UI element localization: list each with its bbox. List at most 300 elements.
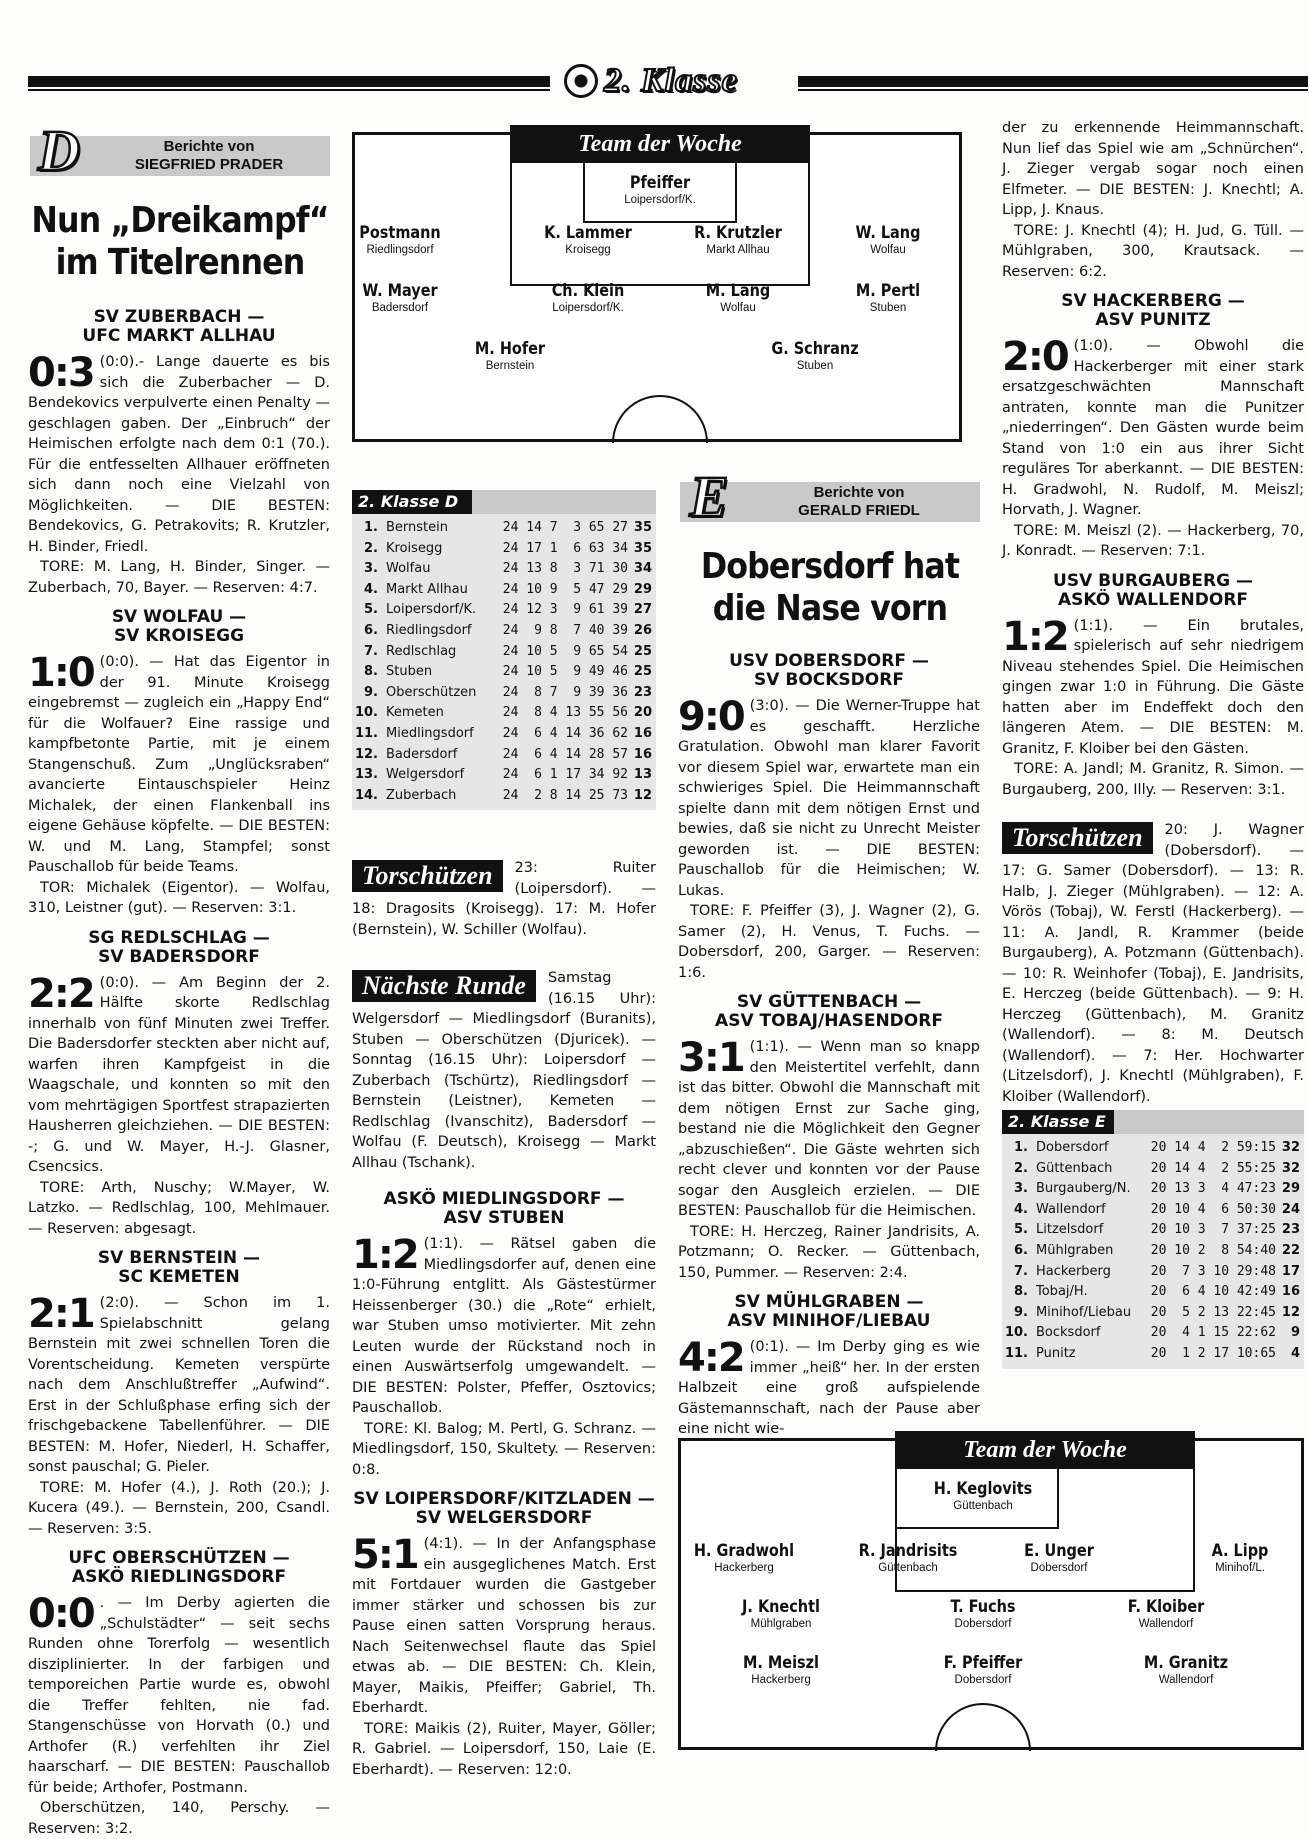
match-score: 5:1 bbox=[352, 1532, 418, 1578]
player-name: G. Schranz bbox=[771, 339, 859, 359]
match-text: (1:0). — Obwohl die Hackerberger mit einer stark ersatzgeschwächten Mannschaft antraten, konnte man die Punitzer „niederringen“. Den Gästen wurde beim Stand von 1:0 ein aus ihrer Sicht reguläres Tor aberkannt. — DIE BESTEN: H. Gradwohl, N. Rudolf, M. Meiszl; Horvath, J. Wagner. bbox=[1002, 338, 1304, 518]
match-heading bbox=[1002, 292, 1304, 330]
naechste-runde bbox=[352, 968, 656, 1173]
table-row bbox=[352, 580, 656, 601]
match-text: (0:0).- Lange dauerte es bis sich die Zuberbacher — D. Bendekovics verpulverte einen Penalty — geschlagen gaben. Der „Einbruch“ der Heimischen erfolgte nach dem 0:1 (70.). Für die entfesselten Allhauer eröffneten sich dann noch eine Vielzahl von Möglichkeiten. — DIE BESTEN: Bendekovics, G. Petrakovits; R. Krutzler, H. Binder, Friedl. bbox=[28, 354, 330, 555]
match-goals: Oberschützen, 140, Perschy. — Reserven: 3:2. bbox=[28, 1800, 330, 1837]
home-team: ASKÖ MIEDLINGSDORF — bbox=[383, 1189, 625, 1209]
table-row bbox=[1002, 1220, 1304, 1241]
player-club: Kroisegg bbox=[565, 244, 611, 256]
column-2 bbox=[352, 1180, 656, 1780]
player bbox=[430, 339, 590, 373]
player-name: W. Lang bbox=[855, 223, 921, 243]
player bbox=[701, 1653, 861, 1687]
match-heading bbox=[28, 308, 330, 346]
points: 35 bbox=[633, 520, 652, 535]
table-row bbox=[1002, 1138, 1304, 1159]
away-team: SV BOCKSDORF bbox=[754, 670, 904, 690]
torschuetzen-badge: Torschützen bbox=[1002, 822, 1153, 854]
match-goals: TORE: M. Meiszl (2). — Hackerberg, 70, J. Konradt. — Reserven: 7:1. bbox=[1002, 522, 1304, 559]
home-team: USV BURGAUBERG — bbox=[1053, 570, 1253, 591]
player-club: Mühlgraben bbox=[750, 1618, 812, 1630]
table-row bbox=[352, 703, 656, 724]
rank: 3. bbox=[1014, 1181, 1028, 1197]
home-team: SV LOIPERSDORF/KITZLADEN — bbox=[353, 1489, 655, 1509]
byline-author: SIEGFRIED PRADER bbox=[134, 156, 284, 173]
match-score: 0:3 bbox=[28, 350, 94, 396]
table-row bbox=[1002, 1344, 1304, 1365]
table-2-klasse-d bbox=[352, 490, 656, 810]
match-score: 9:0 bbox=[678, 694, 744, 740]
match-score: 1:2 bbox=[352, 1232, 418, 1278]
player-club: Loipersdorf/K. bbox=[552, 302, 624, 314]
player bbox=[508, 281, 668, 315]
soccer-ball-icon bbox=[564, 64, 598, 98]
table-row bbox=[352, 745, 656, 766]
home-team: SV HACKERBERG — bbox=[1061, 291, 1245, 311]
match-report bbox=[352, 1190, 656, 1480]
rank: 8. bbox=[1014, 1284, 1028, 1300]
rank: 11. bbox=[354, 725, 378, 741]
points: 20 bbox=[633, 705, 652, 721]
team-name: Markt Allhau bbox=[386, 581, 468, 597]
player-club: Wallendorf bbox=[1158, 1674, 1214, 1686]
table-row bbox=[1002, 1282, 1304, 1303]
player-name: M. Hofer bbox=[474, 339, 546, 359]
team-name: Stuben bbox=[386, 664, 433, 680]
points: 29 bbox=[633, 581, 652, 597]
team-name: Bernstein bbox=[386, 520, 448, 535]
away-team: ASV TOBAJ/HASENDORF bbox=[715, 1011, 943, 1031]
player bbox=[903, 1479, 1063, 1513]
team-name: Zuberbach bbox=[386, 787, 457, 803]
rank: 12. bbox=[354, 746, 378, 762]
points: 16 bbox=[633, 725, 652, 741]
table-title: 2. Klasse D bbox=[352, 490, 472, 514]
section-title: 2. Klasse bbox=[558, 62, 744, 100]
player-club: Hackerberg bbox=[751, 1674, 811, 1686]
player-club: Güttenbach bbox=[878, 1562, 938, 1574]
player bbox=[320, 281, 480, 315]
points: 12 bbox=[633, 787, 652, 803]
match-score: 1:0 bbox=[28, 650, 94, 696]
match-heading bbox=[28, 608, 330, 646]
team-name: Badersdorf bbox=[386, 746, 458, 762]
table-row bbox=[1002, 1179, 1304, 1200]
player-name: M. Lang bbox=[705, 281, 771, 301]
team-name: Oberschützen bbox=[386, 684, 477, 700]
points: 4 bbox=[1290, 1345, 1300, 1361]
player-club: Güttenbach bbox=[953, 1500, 1013, 1512]
away-team: ASKÖ WALLENDORF bbox=[1057, 589, 1249, 610]
points: 23 bbox=[633, 684, 652, 700]
table-row bbox=[1002, 1262, 1304, 1283]
player bbox=[320, 223, 480, 257]
match-score: 2:1 bbox=[28, 1291, 94, 1337]
player-name: Postmann bbox=[359, 223, 441, 243]
team-stats: 20 13 3 4 47:23 bbox=[1150, 1181, 1276, 1197]
team-stats: 20 7 3 10 29:48 bbox=[1150, 1263, 1276, 1279]
player-club: Dobersdorf bbox=[954, 1674, 1012, 1686]
team-stats: 24 10 5 9 49 46 bbox=[502, 664, 628, 680]
team-stats: 24 14 7 3 65 27 bbox=[502, 520, 628, 535]
section-d-byline bbox=[30, 117, 330, 183]
points: 24 bbox=[1281, 1201, 1300, 1217]
match-text: (0:1). — Im Derby ging es wie immer „heiß“ her. In der ersten Halbzeit eine groß aufspielende Gästemannschaft, nach der Pause aber eine nicht wie- bbox=[678, 1339, 980, 1437]
table-row bbox=[352, 600, 656, 621]
match-report bbox=[678, 993, 980, 1283]
player-name: K. Lammer bbox=[544, 223, 632, 243]
home-team: SV MÜHLGRABEN — bbox=[734, 1292, 924, 1312]
team-stats: 24 13 8 3 71 30 bbox=[502, 561, 628, 577]
match-goals: TORE: M. Hofer (4.), J. Roth (20.); J. Kucera (49.). — Bernstein, 200, Csandl. — Reserven: 3:5. bbox=[28, 1479, 330, 1537]
player bbox=[735, 339, 895, 373]
team-stats: 24 6 4 14 28 57 bbox=[502, 746, 628, 762]
rank: 14. bbox=[354, 787, 378, 803]
naechste-runde-text: Samstag (16.15 Uhr): Welgersdorf — Miedlingsdorf (Buranits), Stuben — Oberschützen (Djuricek). — Sonntag (16.15 Uhr): Loipersdorf — Zuberbach (Tschürtz), Riedlingsdorf — Bernstein (Leistner), Kemeten — Redlschlag (Ivanschitz), Badersdorf — Wolfau (F. Deutsch), Kroisegg — Markt Allhau (Tschank). bbox=[352, 970, 656, 1171]
headline-d: Nun „Dreikampf“ im Titelrennen bbox=[31, 200, 329, 283]
team-title: Team der Woche bbox=[895, 1431, 1195, 1469]
team-stats: 24 17 1 6 63 34 bbox=[502, 540, 628, 556]
team-stats: 20 14 4 2 55:25 bbox=[1150, 1160, 1276, 1176]
match-goals: TORE: Arth, Nuschy; W.Mayer, W. Latzko. — Redlschlag, 100, Mehlmauer. — Reserven: abgesagt. bbox=[28, 1179, 330, 1237]
match-heading bbox=[352, 1190, 656, 1228]
column-1 bbox=[28, 298, 330, 1839]
away-team: ASV PUNITZ bbox=[1095, 310, 1211, 330]
player-club: Dobersdorf bbox=[1030, 1562, 1088, 1574]
match-text: (1:1). — Ein brutales, spielerisch auf sehr niedrigem Niveau stehendes Spiel. Die Heimischen gingen zwar 1:0 in Führung. Die Gäste hatten aber im Endeffekt doch den längeren Atem. — DIE BESTEN: M. Granitz, F. Kloiber bei den Gästen. bbox=[1002, 617, 1304, 757]
rank: 8. bbox=[364, 664, 378, 680]
table-row bbox=[1002, 1200, 1304, 1221]
team-name: Wolfau bbox=[386, 561, 431, 577]
team-name: Bocksdorf bbox=[1036, 1325, 1101, 1341]
player-name: F. Pfeiffer bbox=[943, 1653, 1023, 1673]
team-der-woche-d bbox=[352, 132, 962, 442]
home-team: SV WOLFAU — bbox=[111, 607, 247, 627]
player bbox=[508, 223, 668, 257]
match-heading bbox=[28, 1249, 330, 1287]
match-goals: TORE: F. Pfeiffer (3), J. Wagner (2), G. Samer (2), H. Venus, T. Fuchs. — Dobersdorf, 200, Garger. — Reserven: 1:6. bbox=[678, 903, 980, 981]
column-4 bbox=[1002, 118, 1304, 800]
player-club: Dobersdorf bbox=[954, 1618, 1012, 1630]
byline-label: Berichte von bbox=[163, 138, 255, 155]
torschuetzen-text: 20: J. Wagner (Dobersdorf). — 17: G. Samer (Dobersdorf). — 13: R. Halb, J. Zieger (Mühlgraben). — 12: A. Vörös (Tobaj), W. Ferstl (Hackerberg). — 11: A. Jandl, R. Krammer (beide Burgauberg), A. Potzmann (Güttenbach). — 10: R. Weinhofer (Tobaj), E. Jandrisits, E. Herczeg (beide Güttenbach). — 9: H. Herczeg (Güttenbach), M. Granitz (Wallendorf). — 8: M. Deutsch (Wallendorf). — 7: Her. Hochwarter (Litzelsdorf), J. Knechtl (Mühlgraben), F. Kloiber (Wallendorf). bbox=[1002, 822, 1304, 1105]
match-report bbox=[28, 1249, 330, 1539]
table-row bbox=[1002, 1159, 1304, 1180]
player-club: Badersdorf bbox=[371, 302, 429, 314]
table-row bbox=[352, 683, 656, 704]
points: 25 bbox=[633, 643, 652, 659]
player-name: M. Granitz bbox=[1143, 1653, 1229, 1673]
naechste-runde-badge: Nächste Runde bbox=[352, 970, 536, 1002]
points: 22 bbox=[1281, 1242, 1300, 1258]
team-stats: 20 10 2 8 54:40 bbox=[1150, 1242, 1276, 1258]
home-team: UFC OBERSCHÜTZEN — bbox=[68, 1548, 290, 1568]
points: 12 bbox=[1281, 1304, 1300, 1320]
player-club: Loipersdorf/K. bbox=[624, 194, 696, 206]
points: 35 bbox=[633, 540, 652, 556]
match-goals: TORE: Kl. Balog; M. Pertl, G. Schranz. — Miedlingsdorf, 150, Skultety. — Reserven: 0:8. bbox=[352, 1420, 656, 1478]
away-team: SV KROISEGG bbox=[113, 626, 245, 646]
team-stats: 24 8 7 9 39 36 bbox=[502, 684, 628, 700]
match-report bbox=[28, 308, 330, 598]
team-name: Kroisegg bbox=[386, 540, 443, 556]
player-name: F. Kloiber bbox=[1127, 1597, 1205, 1617]
team-name: Litzelsdorf bbox=[1036, 1222, 1104, 1238]
match-text: (2:0). — Schon im 1. Spielabschnitt gelang Bernstein mit zwei schnellen Toren die Vorentscheidung. Kemeten verspürte nach dem Anschlußtreffer „Aufwind“. Erst in der Schlußphase erfing sich der frischgebackene Tabellenführer. — DIE BESTEN: M. Hofer, Niederl, H. Schaffer, sonst pauschal; G. Pieler. bbox=[28, 1295, 330, 1475]
match-report bbox=[28, 608, 330, 919]
team-stats: 24 12 3 9 61 39 bbox=[502, 602, 628, 618]
match-text: (0:0). — Am Beginn der 2. Hälfte skorte Redlschlag innerhalb von fünf Minuten zwei Treffer. Die Badersdorfer steckten aber nicht auf, warfen ihren Kampfgeist in die Waagschale, und konnten so mit den vom mehrtägigen Sportfest strapazierten Hausherren gleichziehen. — DIE BESTEN: -; G. und W. Mayer, H.-J. Glasner, Csencsics. bbox=[28, 974, 330, 1175]
player-name: J. Knechtl bbox=[742, 1597, 820, 1617]
team-stats: 20 10 3 7 37:25 bbox=[1150, 1222, 1276, 1238]
team-name: Minihof/Liebau bbox=[1036, 1304, 1132, 1320]
team-stats: 20 1 2 17 10:65 bbox=[1150, 1345, 1276, 1361]
away-team: ASKÖ RIEDLINGSDORF bbox=[71, 1567, 287, 1587]
rank: 1. bbox=[364, 520, 378, 535]
team-stats: 20 4 1 15 22:62 bbox=[1150, 1325, 1276, 1341]
match-heading bbox=[28, 929, 330, 967]
points: 25 bbox=[633, 664, 652, 680]
team-stats: 24 2 8 14 25 73 bbox=[502, 787, 628, 803]
player bbox=[903, 1653, 1063, 1687]
match-score: 4:2 bbox=[678, 1335, 744, 1381]
match-heading bbox=[1002, 572, 1304, 610]
player-name: Pfeiffer bbox=[629, 173, 691, 193]
player bbox=[1160, 1541, 1309, 1575]
player-club: Hackerberg bbox=[714, 1562, 774, 1574]
team-stats: 20 6 4 10 42:49 bbox=[1150, 1284, 1276, 1300]
table-row bbox=[1002, 1323, 1304, 1344]
table-title: 2. Klasse E bbox=[1002, 1110, 1114, 1134]
match-heading bbox=[678, 652, 980, 690]
match-score: 0:0 bbox=[28, 1591, 94, 1637]
points: 32 bbox=[1281, 1160, 1300, 1176]
table-row bbox=[1002, 1241, 1304, 1262]
player bbox=[1106, 1653, 1266, 1687]
player-club: Wallendorf bbox=[1138, 1618, 1194, 1630]
team-name: Punitz bbox=[1036, 1345, 1076, 1361]
player-name: R. Jandrisits bbox=[858, 1541, 958, 1561]
points: 29 bbox=[1281, 1181, 1300, 1197]
match-report bbox=[678, 652, 980, 983]
team-stats: 24 6 4 14 36 62 bbox=[502, 725, 628, 741]
rank: 9. bbox=[1014, 1304, 1028, 1320]
section-e-byline bbox=[680, 463, 980, 529]
away-team: SC KEMETEN bbox=[118, 1267, 240, 1287]
player bbox=[658, 223, 818, 257]
away-team: SV WELGERSDORF bbox=[415, 1508, 593, 1528]
player-name: Ch. Klein bbox=[551, 281, 625, 301]
points: 16 bbox=[633, 746, 652, 762]
match-heading bbox=[678, 1293, 980, 1331]
match-text: (3:0). — Die Werner-Truppe hat es geschafft. Herzliche Gratulation. Obwohl man klarer Favorit vor diesem Spiel war, erwartete man ein schwieriges Spiel. Die Heimmannschaft spielte dann mit dem nötigen Ernst und bewies, daß sie nicht zu Unrecht Meister geworden ist. — DIE BESTEN: Pauschallob für die Heimischen; W. Lukas. bbox=[678, 698, 980, 899]
team-stats: 24 9 8 7 40 39 bbox=[502, 622, 628, 638]
table-row bbox=[352, 518, 656, 539]
section-header bbox=[28, 62, 1308, 99]
team-name: Mühlgraben bbox=[1036, 1242, 1114, 1258]
torschuetzen-badge: Torschützen bbox=[352, 860, 503, 892]
team-stats: 20 14 4 2 59:15 bbox=[1150, 1140, 1276, 1155]
match-score: 2:2 bbox=[28, 970, 94, 1017]
player-club: Markt Allhau bbox=[706, 244, 770, 256]
home-team: SV BERNSTEIN — bbox=[97, 1248, 261, 1268]
table-row bbox=[352, 559, 656, 580]
home-team: SG REDLSCHLAG — bbox=[88, 927, 270, 948]
match-report bbox=[1002, 292, 1304, 562]
player-name: T. Fuchs bbox=[950, 1597, 1016, 1617]
match-report bbox=[1002, 572, 1304, 801]
team-stats: 24 6 1 17 34 92 bbox=[502, 767, 628, 783]
rank: 1. bbox=[1014, 1140, 1028, 1155]
player bbox=[808, 223, 968, 257]
points: 27 bbox=[633, 602, 652, 618]
team-stats: 20 10 4 6 50:30 bbox=[1150, 1201, 1276, 1217]
player bbox=[580, 173, 740, 207]
match-goals: TORE: H. Herczeg, Rainer Jandrisits, A. Potzmann; O. Recker. — Güttenbach, 150, Pummer. — Reserven: 2:4. bbox=[678, 1223, 980, 1281]
player-name: A. Lipp bbox=[1211, 1541, 1269, 1561]
match-heading bbox=[678, 993, 980, 1031]
team-name: Kemeten bbox=[386, 705, 444, 721]
team-name: Tobaj/H. bbox=[1036, 1284, 1088, 1300]
player-club: Stuben bbox=[869, 302, 907, 314]
table-row bbox=[352, 786, 656, 807]
player-club: Bernstein bbox=[485, 360, 535, 372]
match-goals: TORE: A. Jandl; M. Granitz, R. Simon. — Burgauberg, 200, Illy. — Reserven: 3:1. bbox=[1002, 761, 1304, 798]
player bbox=[979, 1541, 1139, 1575]
team-name: Miedlingsdorf bbox=[386, 725, 474, 741]
team-title: Team der Woche bbox=[510, 125, 810, 163]
points: 23 bbox=[1281, 1222, 1300, 1238]
points: 34 bbox=[633, 561, 652, 577]
player-name: H. Gradwohl bbox=[693, 1541, 795, 1561]
team-name: Burgauberg/N. bbox=[1036, 1181, 1131, 1197]
match-text: (1:1). — Wenn man so knapp den Meistertitel verfehlt, dann ist das bitter. Obwohl die Mannschaft mit dem nötigen Ernst zur Sache ging, bestand nie die Möglichkeit den Gegner „abzuschießen“. Die Gäste wehrten sich recht clever und konnten vor der Pause sogar den Ausgleich erzielen. — DIE BESTEN: Pauschallob für die Heimischen. bbox=[678, 1039, 980, 1219]
player-club: Stuben bbox=[796, 360, 834, 372]
table-row bbox=[352, 621, 656, 642]
table-row bbox=[352, 724, 656, 745]
rank: 2. bbox=[364, 540, 378, 556]
player bbox=[658, 281, 818, 315]
rank: 6. bbox=[364, 622, 378, 638]
team-name: Redlschlag bbox=[386, 643, 457, 659]
player-club: Wolfau bbox=[870, 244, 906, 256]
away-team: ASV STUBEN bbox=[443, 1208, 565, 1228]
points: 16 bbox=[1281, 1284, 1300, 1300]
match-report bbox=[28, 929, 330, 1240]
player bbox=[1086, 1597, 1246, 1631]
rank: 10. bbox=[354, 705, 378, 721]
player-club: Wolfau bbox=[720, 302, 756, 314]
match-report bbox=[678, 1293, 980, 1440]
home-team: SV GÜTTENBACH — bbox=[736, 992, 922, 1012]
rank: 4. bbox=[1014, 1201, 1028, 1217]
team-name: Riedlingsdorf bbox=[386, 622, 472, 638]
player-name: W. Mayer bbox=[362, 281, 438, 301]
rank: 3. bbox=[364, 561, 378, 577]
player bbox=[701, 1597, 861, 1631]
team-name: Hackerberg bbox=[1036, 1263, 1111, 1279]
points: 13 bbox=[633, 767, 652, 783]
continued-text: der zu erkennende Heimmannschaft. Nun lief das Spiel wie am „Schnürchen“. J. Zieger vergab sogar noch einen Elfmeter. — DIE BESTEN: J. Knechtl; A. Lipp, J. Knaus. bbox=[1002, 120, 1304, 218]
rank: 5. bbox=[364, 602, 378, 618]
team-name: Güttenbach bbox=[1036, 1160, 1113, 1176]
match-goals: TOR: Michalek (Eigentor). — Wolfau, 310, Leistner (gut). — Reserven: 3:1. bbox=[28, 879, 330, 916]
table-row bbox=[352, 662, 656, 683]
player-name: R. Krutzler bbox=[694, 223, 782, 243]
points: 17 bbox=[1281, 1263, 1300, 1279]
rank: 13. bbox=[354, 767, 378, 783]
away-team: UFC MARKT ALLHAU bbox=[82, 326, 276, 346]
team-stats: 24 10 9 5 47 29 bbox=[502, 581, 628, 597]
match-heading bbox=[352, 1490, 656, 1528]
match-score: 2:0 bbox=[1002, 334, 1068, 380]
team-stats: 20 5 2 13 22:45 bbox=[1150, 1304, 1276, 1320]
table-row bbox=[352, 765, 656, 786]
byline-author: GERALD FRIEDL bbox=[798, 502, 920, 519]
match-text: (1:1). — Rätsel gaben die Miedlingsdorfer auf, denen eine 1:0-Führung entglitt. Als Gästestürmer Heissenberger (30.) die „Rote“ erhielt, war Stuben umso motivierter. Mit zehn Leuten wurde der Rückstand noch in einen Auswärtserfolg umgewandelt. — DIE BESTEN: Polster, Pfeffer, Osztovics; Pauschallob. bbox=[352, 1236, 656, 1416]
player bbox=[903, 1597, 1063, 1631]
away-team: ASV MINIHOF/LIEBAU bbox=[727, 1311, 931, 1331]
match-score: 3:1 bbox=[678, 1035, 744, 1081]
column-3 bbox=[678, 642, 980, 1440]
section-d-letter: D bbox=[38, 117, 80, 183]
byline-label: Berichte von bbox=[813, 484, 905, 501]
team-name: Loipersdorf/K. bbox=[386, 602, 477, 618]
match-heading bbox=[28, 1549, 330, 1587]
home-team: SV ZUBERBACH — bbox=[93, 307, 265, 327]
match-report bbox=[352, 1490, 656, 1780]
rank: 4. bbox=[364, 581, 378, 597]
player-club: Minihof/L. bbox=[1215, 1562, 1265, 1574]
torschuetzen-d bbox=[352, 858, 656, 940]
torschuetzen-text: 23: Ruiter (Loipersdorf). — 18: Dragosits (Kroisegg). 17: M. Hofer (Bernstein), W. Schiller (Wolfau). bbox=[352, 860, 656, 938]
match-text: (4:1). — In der Anfangsphase ein ausgeglichenes Match. Erst mit Fortdauer wurden die Gastgeber immer stärker und schossen bis zur Pause einen satten Vorsprung heraus. Nach Seitenwechsel flaute das Spiel etwas ab. — DIE BESTEN: Ch. Klein, Mayer, Maikis, Pfeiffer; Gabriel, Th. Eberhardt. bbox=[352, 1536, 656, 1716]
player-name: M. Meiszl bbox=[742, 1653, 819, 1673]
headline-e: Dobersdorf hat die Nase vorn bbox=[700, 546, 960, 629]
rank: 7. bbox=[1014, 1263, 1028, 1279]
points: 9 bbox=[1290, 1325, 1300, 1341]
away-team: SV BADERSDORF bbox=[98, 946, 260, 967]
team-name: Dobersdorf bbox=[1036, 1140, 1109, 1155]
match-goals: TORE: M. Lang, H. Binder, Singer. — Zuberbach, 70, Bayer. — Reserven: 4:7. bbox=[28, 559, 330, 596]
rank: 9. bbox=[364, 684, 378, 700]
team-stats: 24 8 4 13 55 56 bbox=[502, 705, 628, 721]
rank: 11. bbox=[1004, 1345, 1028, 1361]
match-goals: TORE: J. Knechtl (4); H. Jud, G. Tüll. — Mühlgraben, 300, Krautsack. — Reserven: 6:2. bbox=[1002, 222, 1304, 280]
player-name: H. Keglovits bbox=[933, 1479, 1033, 1499]
player bbox=[664, 1541, 824, 1575]
table-2-klasse-e bbox=[1002, 1110, 1304, 1369]
rank: 2. bbox=[1014, 1160, 1028, 1176]
rank: 6. bbox=[1014, 1242, 1028, 1258]
match-report bbox=[28, 1549, 330, 1839]
table-row bbox=[352, 539, 656, 560]
match-text: . — Im Derby agierten die „Schulstädter“ — seit sechs Runden ohne Torerfolg — wesentlich disziplinierter. In der farbigen und temporeichen Partie wurde es, obwohl die Treffer fehlten, nie fad. Stangenschüsse von Horvath (0.) und Arthofer (R.) verfehlten ihr Ziel haarscharf. — DIE BESTEN: Pauschallob für beide; Arthofer, Postmann. bbox=[28, 1595, 330, 1796]
match-goals: TORE: Maikis (2), Ruiter, Mayer, Göller; R. Gabriel. — Loipersdorf, 150, Laie (E. Eberhardt). — Reserven: 12:0. bbox=[352, 1720, 656, 1778]
torschuetzen-e bbox=[1002, 820, 1304, 1107]
section-e-letter: E bbox=[689, 463, 729, 529]
rank: 5. bbox=[1014, 1222, 1028, 1238]
points: 32 bbox=[1281, 1140, 1300, 1155]
table-row bbox=[352, 642, 656, 663]
player-club: Riedlingsdorf bbox=[366, 244, 434, 256]
team-name: Welgersdorf bbox=[386, 767, 465, 783]
player bbox=[808, 281, 968, 315]
player bbox=[828, 1541, 988, 1575]
team-name: Wallendorf bbox=[1036, 1201, 1106, 1217]
player-name: M. Pertl bbox=[855, 281, 921, 301]
